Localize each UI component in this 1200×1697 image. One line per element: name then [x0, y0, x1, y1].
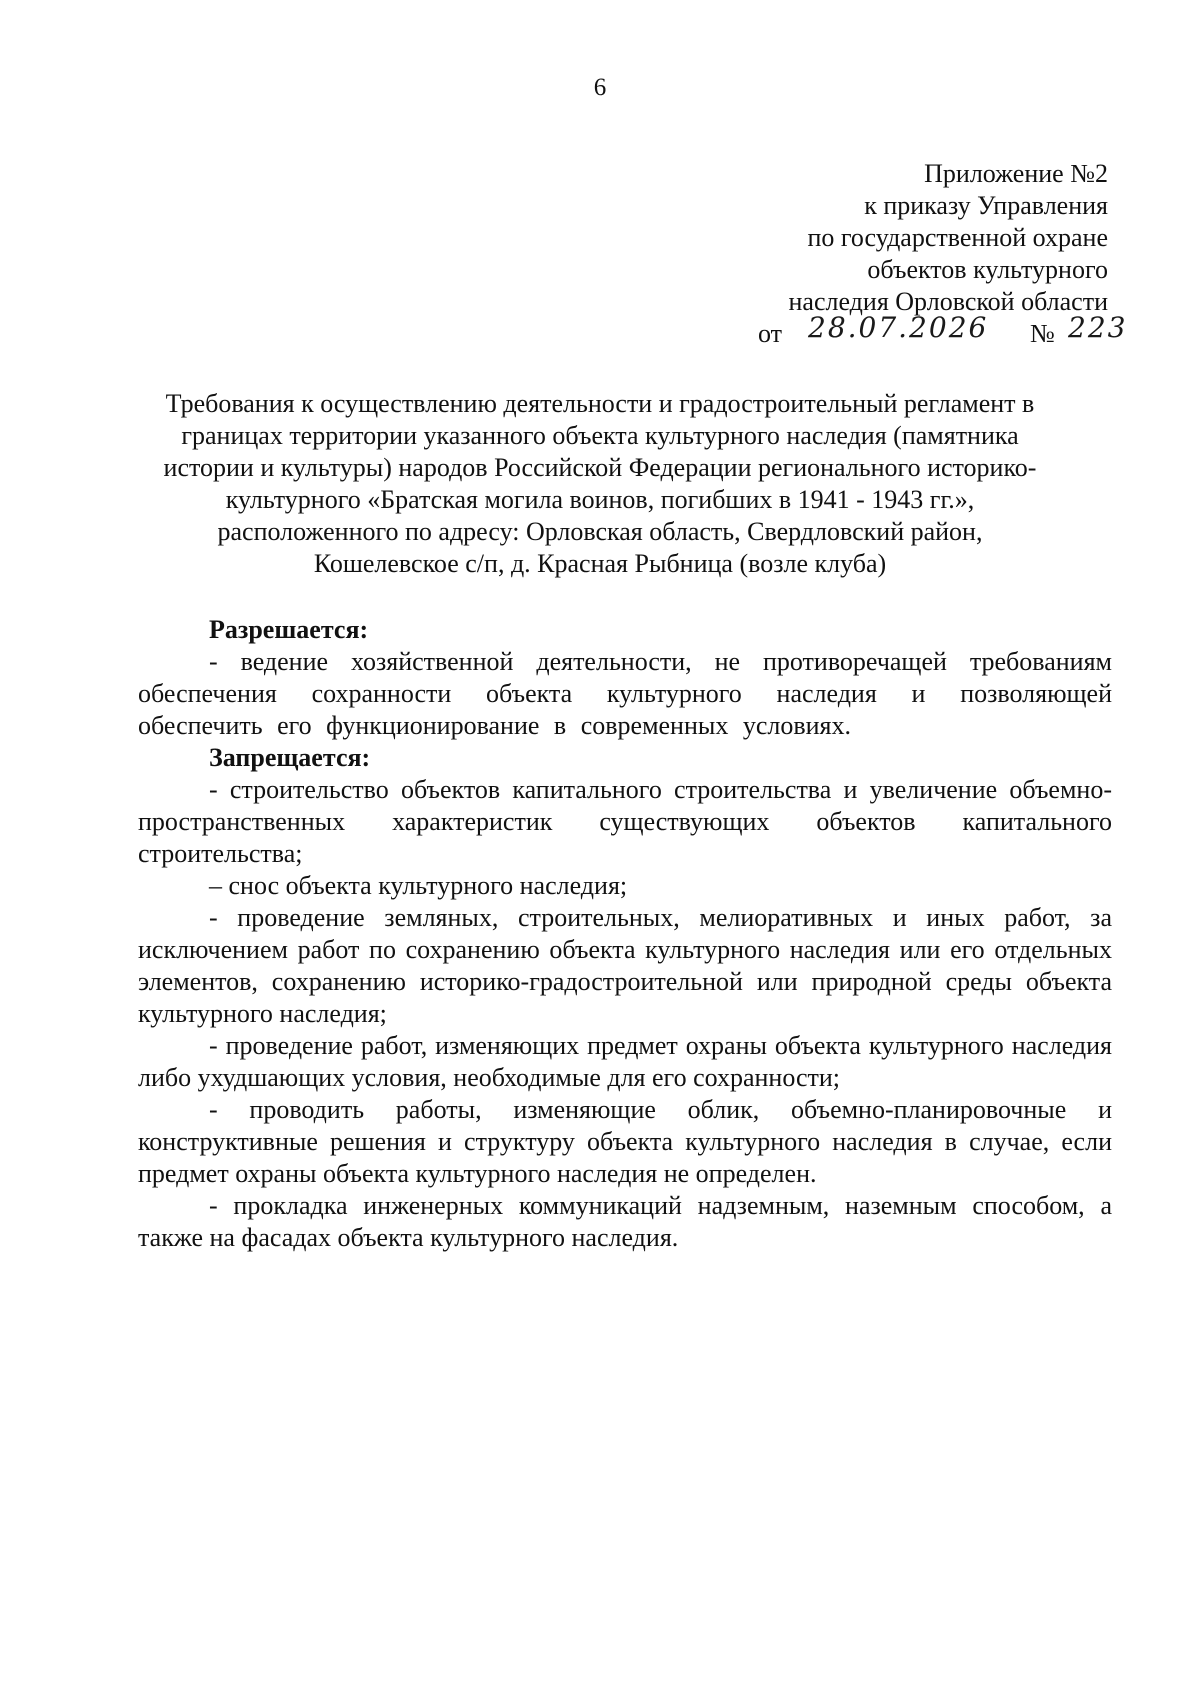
handwritten-number: 223	[1068, 311, 1128, 344]
prohibited-heading: Запрещается:	[209, 743, 371, 772]
from-label: от	[758, 319, 783, 348]
prohibited-item: – снос объекта культурного наследия;	[209, 871, 628, 900]
document-body	[138, 614, 1112, 1254]
title-line: культурного «Братская могила воинов, погибших в 1941 - 1943 гг.»,	[225, 485, 975, 514]
prohibited-item: - проведение работ, изменяющих предмет охраны объекта культурного наследия либо ухудшающих условия, необходимые для его сохранности;	[138, 1031, 1112, 1092]
prohibited-item: - проведение земляных, строительных, мелиоративных и иных работ, за исключением работ по сохранению объекта культурного наследия или его отдельных элементов, сохранению историко-градостроительной или природной среды объекта культурного наследия;	[138, 903, 1112, 1028]
page-number: 6	[593, 74, 607, 101]
appendix-line: Приложение №2	[924, 159, 1108, 188]
prohibited-item: - проводить работы, изменяющие облик, объемно-планировочные и конструктивные решения и структуру объекта культурного наследия в случае, если предмет охраны объекта культурного наследия не определен.	[138, 1095, 1112, 1188]
title-line: Кошелевское с/п, д. Красная Рыбница (возле клуба)	[313, 549, 887, 578]
title-line: Требования к осуществлению деятельности и градостроительный регламент в	[165, 389, 1035, 418]
order-date-number-line	[678, 311, 1128, 350]
appendix-line: по государственной охране	[807, 223, 1108, 252]
handwritten-date: 28.07.2026	[808, 311, 989, 344]
prohibited-item: - строительство объектов капитального строительства и увеличение объемно-пространственных характеристик существующих объектов капитального строительства;	[138, 775, 1112, 868]
allowed-item: - ведение хозяйственной деятельности, не противоречащей требованиям обеспечения сохранности объекта культурного наследия и позволяющей обеспечить его функционирование в современных условиях.	[138, 647, 1112, 740]
title-line: истории и культуры) народов Российской Федерации регионального историко-	[163, 453, 1037, 482]
appendix-block	[678, 158, 1128, 350]
title-line: границах территории указанного объекта культурного наследия (памятника	[181, 421, 1019, 450]
document-title	[110, 388, 1090, 580]
appendix-line: наследия Орловской области	[788, 287, 1108, 316]
number-label: №	[1030, 319, 1055, 348]
allowed-heading: Разрешается:	[209, 615, 369, 644]
appendix-line: к приказу Управления	[864, 191, 1108, 220]
appendix-line: объектов культурного	[867, 255, 1108, 284]
title-line: расположенного по адресу: Орловская область, Свердловский район,	[217, 517, 983, 546]
prohibited-item: - прокладка инженерных коммуникаций надземным, наземным способом, а также на фасадах объекта культурного наследия.	[138, 1191, 1112, 1252]
